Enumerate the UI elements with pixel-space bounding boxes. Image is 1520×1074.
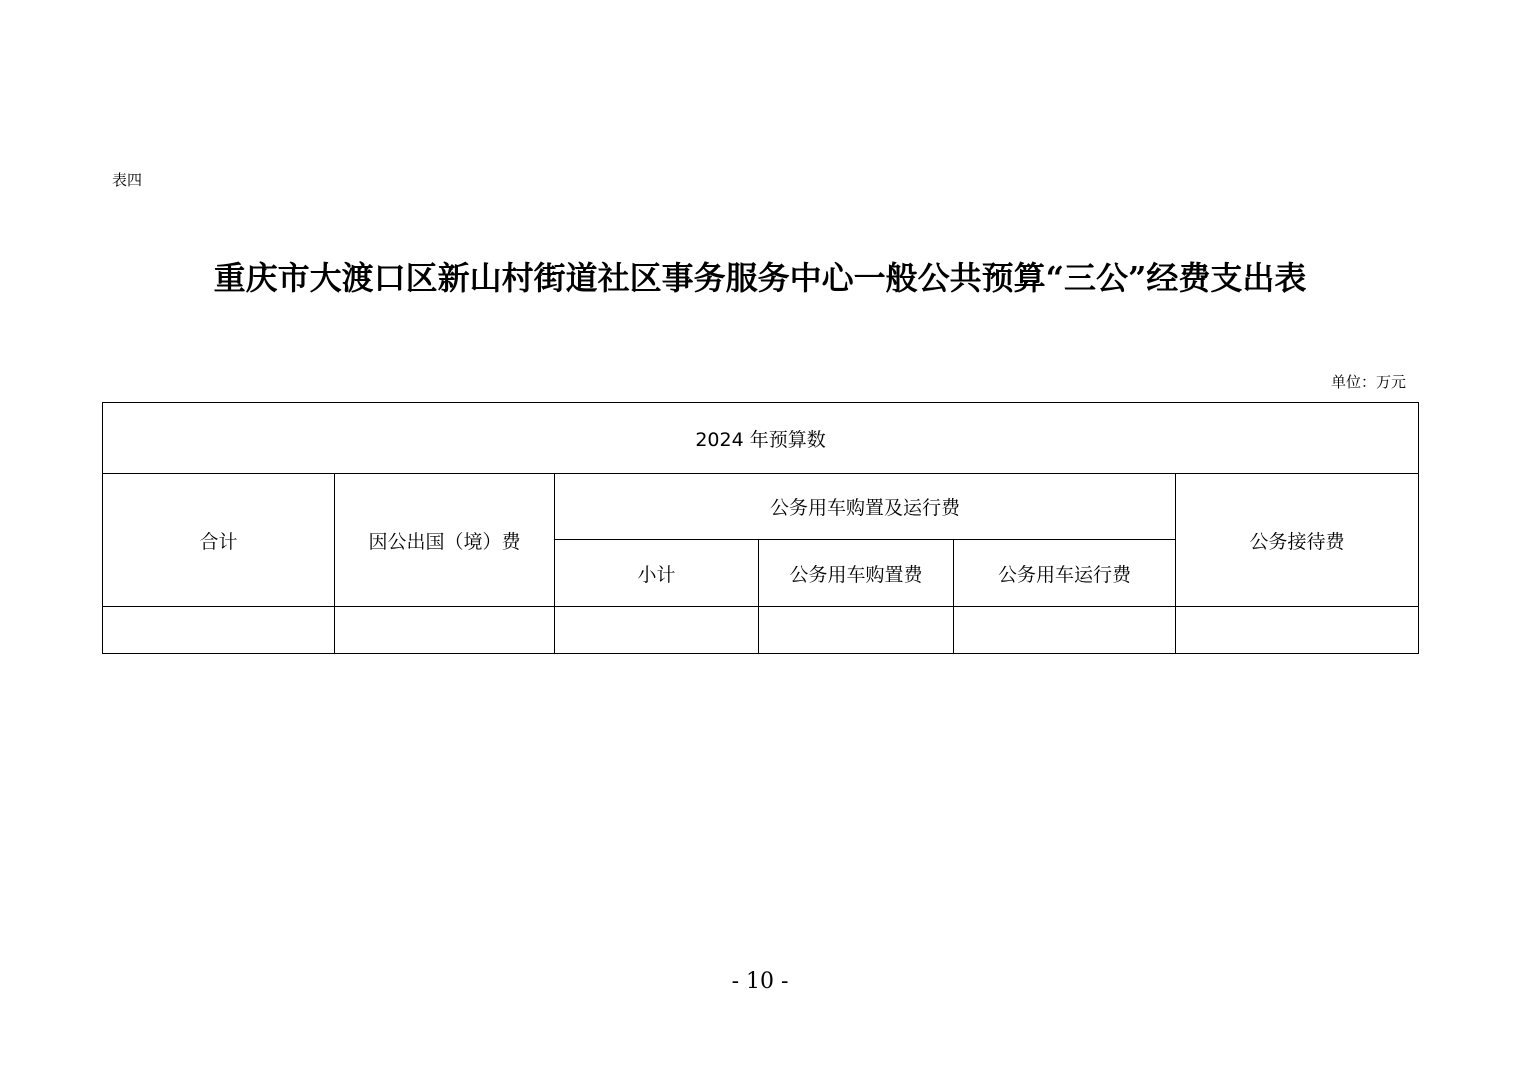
column-header-vehicle-group: 公务用车购置及运行费 (555, 474, 1176, 540)
page-number: - 10 - (731, 969, 789, 994)
column-header-reception: 公务接待费 (1176, 474, 1419, 607)
cell-vehicle-purchase (759, 607, 954, 654)
unit-label: 单位：万元 (1330, 373, 1406, 391)
column-header-vehicle-operation: 公务用车运行费 (954, 540, 1176, 607)
table-header-row (103, 474, 1419, 540)
column-header-vehicle-subtotal: 小计 (555, 540, 759, 607)
cell-vehicle-operation (954, 607, 1176, 654)
column-header-vehicle-purchase: 公务用车购置费 (759, 540, 954, 607)
document-title: 重庆市大渡口区新山村街道社区事务服务中心一般公共预算“三公”经费支出表 (213, 259, 1307, 297)
table-number-label: 表四 (112, 171, 143, 189)
table-row (103, 607, 1419, 654)
cell-reception (1176, 607, 1419, 654)
column-header-total: 合计 (103, 474, 335, 607)
budget-year-header: 2024 年预算数 (103, 403, 1419, 474)
table-title-row (103, 403, 1419, 474)
three-public-expenses-table (102, 402, 1419, 654)
cell-vehicle-subtotal (555, 607, 759, 654)
cell-total (103, 607, 335, 654)
cell-overseas (335, 607, 555, 654)
column-header-overseas: 因公出国（境）费 (335, 474, 555, 607)
